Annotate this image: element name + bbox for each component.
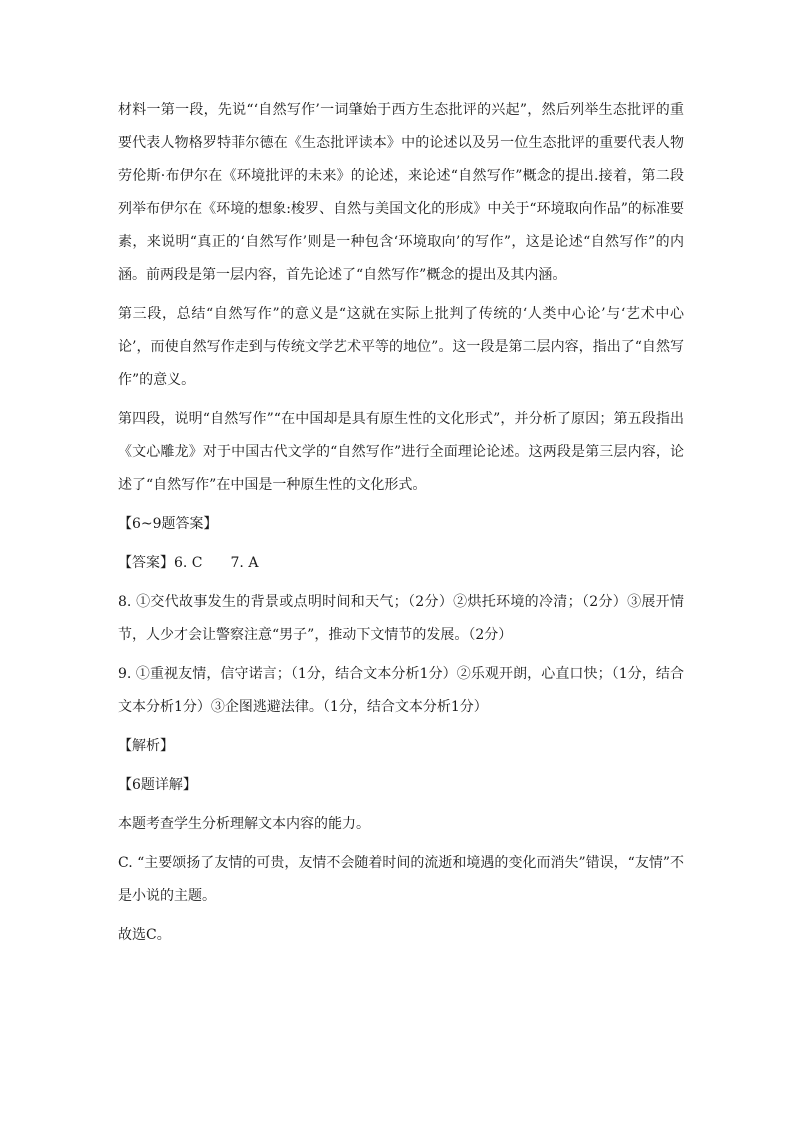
explanation-heading: 【解析】 [118, 738, 174, 754]
answer-question-8: 8. ①交代故事发生的背景或点明时间和天气；（2分）②烘托环境的冷清；（2分）③展开情节，人少才会让警察注意“男子”，推动下文情节的发展。（2分） [118, 594, 684, 643]
paragraph-material-one-analysis: 材料一第一段，先说“‘自然写作’一词肇始于西方生态批评的兴起”，然后列举生态批评的重要代表人物格罗特菲尔德在《生态批评读本》中的论述以及另一位生态批评的重要代表人物劳伦斯·布伊尔在《环境批评的未来》的论述，来论述“自然写作”概念的提出.接着，第二段列举布伊尔在《环境的想象:梭罗、自然与美国文化的形成》中关于“环境取向作品”的标准要素，来说明“真正的‘自然写作’则是一种包含‘环境取向’的写作”，这是论述“自然写作”的内涵。前两段是第一层内容，首先论述了“自然写作”概念的提出及其内涵。 [118, 102, 684, 283]
question-6-conclusion: 故选C。 [118, 927, 171, 943]
question-6-detail-heading: 【6题详解】 [118, 777, 197, 793]
question-6-intro: 本题考查学生分析理解文本内容的能力。 [118, 816, 370, 832]
answer-question-9: 9. ①重视友情，信守诺言；（1分，结合文本分析1分）②乐观开朗，心直口快；（1分，结合文本分析1分）③企图逃避法律。（1分，结合文本分析1分） [118, 666, 684, 715]
question-6-option-c: C. “主要颂扬了友情的可贵，友情不会随着时间的流逝和境遇的变化而消失”错误，“友情”不是小说的主题。 [118, 855, 684, 904]
answer-section-heading: 【6~9题答案】 [118, 516, 218, 532]
paragraph-third-section-analysis: 第三段，总结“自然写作”的意义是“这就在实际上批判了传统的‘人类中心论’与‘艺术中心论’，而使自然写作走到与传统文学艺术平等的地位”。这一段是第二层内容，指出了“自然写作”的意义。 [118, 306, 684, 388]
answer-key-line: 【答案】6. C 7. A [118, 555, 259, 571]
document-page [118, 94, 684, 958]
paragraph-fourth-fifth-section-analysis: 第四段，说明“自然写作”“在中国却是具有原生性的文化形式”，并分析了原因；第五段指出《文心雕龙》对于中国古代文学的“自然写作”进行全面理论论述。这两段是第三层内容，论述了“自然写作”在中国是一种原生性的文化形式。 [118, 411, 684, 493]
